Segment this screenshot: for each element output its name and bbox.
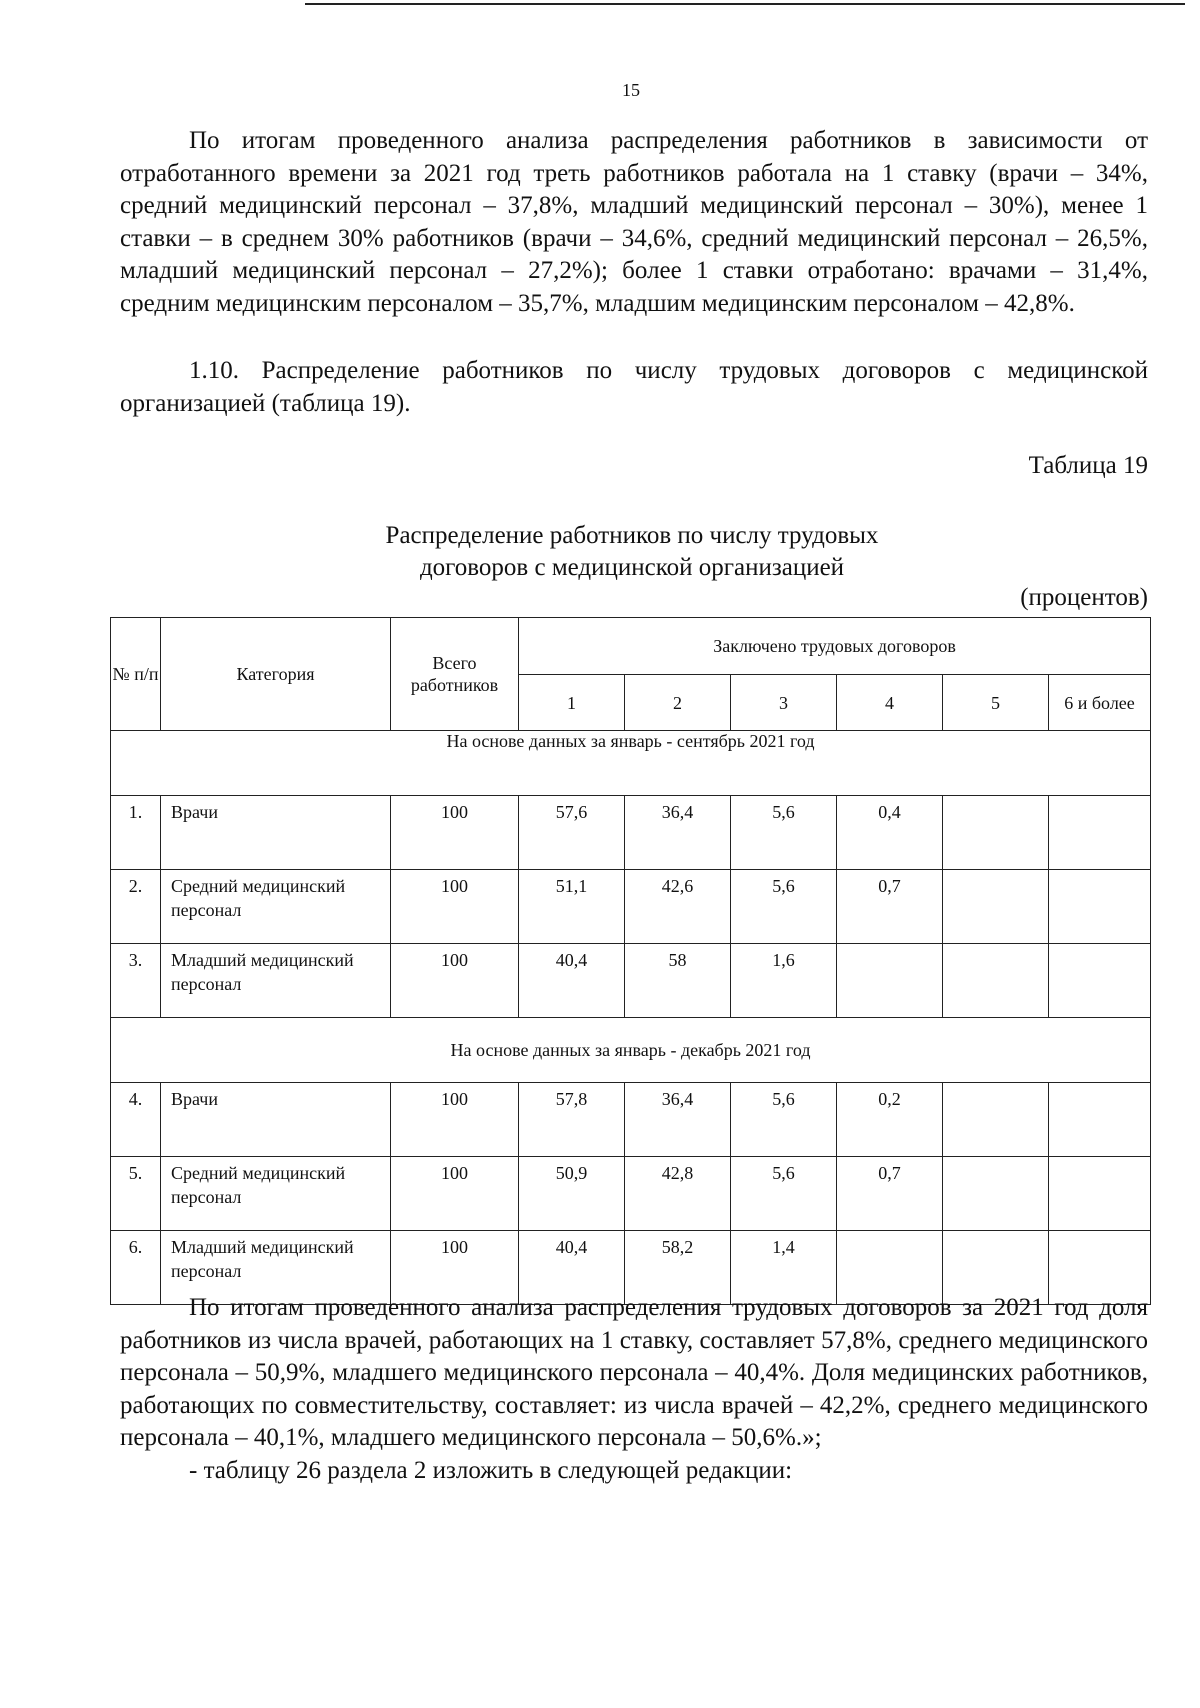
row-category: Младший медицинский персонал [161, 1231, 391, 1305]
row-category: Средний медицинский персонал [161, 1157, 391, 1231]
section-row-1 [111, 731, 1151, 796]
header-category: Категория [161, 618, 391, 731]
row-c5 [943, 944, 1049, 1018]
section-title-1: На основе данных за январь - сентябрь 2021 год [111, 731, 1151, 796]
row-total: 100 [391, 870, 519, 944]
row-c3: 1,4 [731, 1231, 837, 1305]
section-title-2: На основе данных за январь - декабрь 2021 год [111, 1018, 1151, 1083]
page-number: 15 [622, 80, 640, 100]
row-c1: 40,4 [519, 1231, 625, 1305]
header-contracts: Заключено трудовых договоров [519, 618, 1151, 675]
row-c5 [943, 870, 1049, 944]
header-contracts-4: 4 [837, 675, 943, 731]
table-row [111, 1157, 1151, 1231]
row-total: 100 [391, 1157, 519, 1231]
row-category: Младший медицинский персонал [161, 944, 391, 1018]
row-c3: 5,6 [731, 1083, 837, 1157]
row-c4 [837, 944, 943, 1018]
row-c4: 0,2 [837, 1083, 943, 1157]
header-contracts-3: 3 [731, 675, 837, 731]
row-c1: 50,9 [519, 1157, 625, 1231]
header-contracts-6: 6 и более [1049, 675, 1151, 731]
row-c6 [1049, 1083, 1151, 1157]
row-c5 [943, 1157, 1049, 1231]
table-label: Таблица 19 [1028, 452, 1148, 479]
row-c1: 57,6 [519, 796, 625, 870]
row-total: 100 [391, 1083, 519, 1157]
row-c5 [943, 1083, 1049, 1157]
row-c1: 40,4 [519, 944, 625, 1018]
row-category: Средний медицинский персонал [161, 870, 391, 944]
row-num: 2. [111, 870, 161, 944]
section-row-2 [111, 1018, 1151, 1083]
row-category: Врачи [161, 1083, 391, 1157]
header-contracts-2: 2 [625, 675, 731, 731]
table-row [111, 870, 1151, 944]
row-total: 100 [391, 796, 519, 870]
row-num: 3. [111, 944, 161, 1018]
row-num: 6. [111, 1231, 161, 1305]
closing-text [120, 1292, 1148, 1487]
row-c3: 5,6 [731, 1157, 837, 1231]
row-c3: 1,6 [731, 944, 837, 1018]
paragraph-2: 1.10. Распределение работников по числу трудовых договоров с медицинской организацией (таблица 19). [120, 357, 1148, 417]
table-title-line-1: Распределение работников по числу трудовых [385, 522, 879, 549]
row-num: 5. [111, 1157, 161, 1231]
table-row [111, 944, 1151, 1018]
row-c6 [1049, 944, 1151, 1018]
contracts-table [110, 617, 1151, 1305]
row-c2: 42,6 [625, 870, 731, 944]
row-c6 [1049, 870, 1151, 944]
row-c1: 57,8 [519, 1083, 625, 1157]
row-c5 [943, 796, 1049, 870]
row-c4: 0,7 [837, 1157, 943, 1231]
table-title-line-2: договоров с медицинской организацией [419, 554, 845, 581]
units-label: (процентов) [1020, 584, 1148, 611]
row-c2: 58,2 [625, 1231, 731, 1305]
row-c2: 36,4 [625, 796, 731, 870]
row-total: 100 [391, 944, 519, 1018]
table-title [250, 520, 1014, 584]
row-c6 [1049, 1157, 1151, 1231]
row-c6 [1049, 796, 1151, 870]
row-num: 1. [111, 796, 161, 870]
row-c2: 36,4 [625, 1083, 731, 1157]
row-c3: 5,6 [731, 870, 837, 944]
paragraph-4: - таблицу 26 раздела 2 изложить в следующей редакции: [189, 1456, 793, 1484]
row-c1: 51,1 [519, 870, 625, 944]
row-c4: 0,4 [837, 796, 943, 870]
table-row [111, 796, 1151, 870]
header-contracts-1: 1 [519, 675, 625, 731]
paragraph-1: По итогам проведенного анализа распределения работников в зависимости от отработанного времени за 2021 год треть работников работала на 1 ставку (врачи – 34%, средний медицинский персонал – 37,8%, младший медицинский персонал – 30%), менее 1 ставки – в среднем 30% работников (врачи – 34,6%, средний медицинский персонал – 26,5%, младший медицинский персонал – 27,2%); более 1 ставки отработано: врачами – 31,4%, средним медицинским персоналом – 35,7%, младшим медицинским персоналом – 42,8%. [120, 127, 1148, 317]
row-c3: 5,6 [731, 796, 837, 870]
row-c2: 58 [625, 944, 731, 1018]
row-num: 4. [111, 1083, 161, 1157]
top-rule [305, 3, 1185, 5]
row-c4: 0,7 [837, 870, 943, 944]
table-header-row-1 [111, 618, 1151, 675]
paragraph-3: По итогам проведенного анализа распределения трудовых договоров за 2021 год доля работников из числа врачей, работающих на 1 ставку, составляет 57,8%, среднего медицинского персонала – 50,9%, младшего медицинского персонала – 40,4%. Доля медицинских работников, работающих по совместительству, составляет: из числа врачей – 42,2%, среднего медицинского персонала – 40,1%, младшего медицинского персонала – 50,6%.»; [120, 1294, 1148, 1451]
table-row [111, 1083, 1151, 1157]
row-c2: 42,8 [625, 1157, 731, 1231]
header-num: № п/п [111, 618, 161, 731]
row-category: Врачи [161, 796, 391, 870]
header-total: Всего работников [391, 618, 519, 731]
row-total: 100 [391, 1231, 519, 1305]
header-contracts-5: 5 [943, 675, 1049, 731]
